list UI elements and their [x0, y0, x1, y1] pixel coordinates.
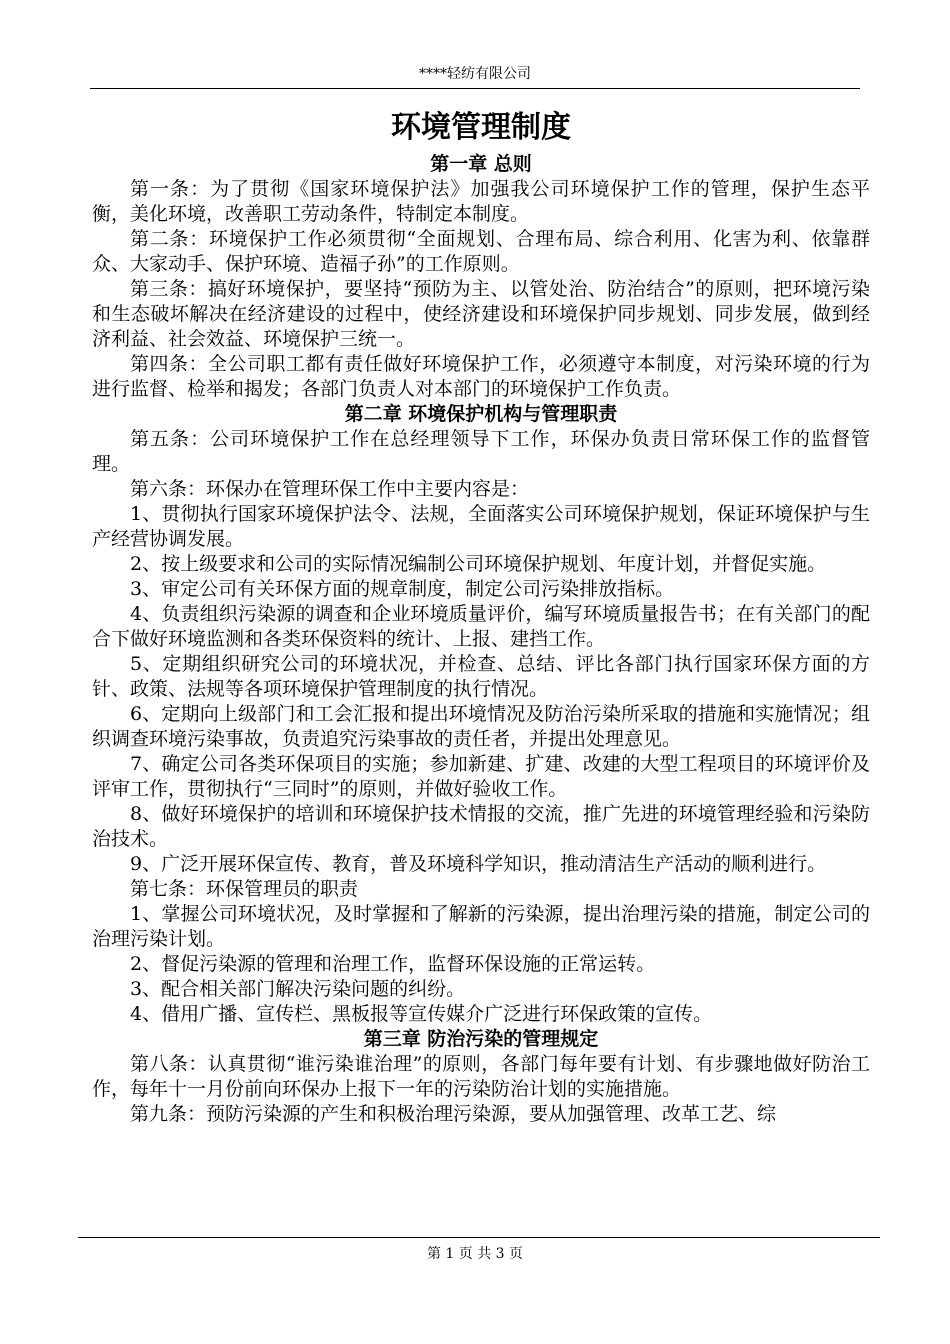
paragraph: 9、广泛开展环保宣传、教育，普及环境科学知识，推动清洁生产活动的顺利进行。 — [130, 853, 827, 875]
paragraph: 7、确定公司各类环保项目的实施；参加新建、扩建、改建的大型工程项目的环境评价及评审工作，贯彻执行“三同时”的原则，并做好验收工作。 — [92, 753, 870, 800]
chapter-heading: 第二章 环境保护机构与管理职责 — [344, 403, 618, 425]
footer-divider — [78, 1237, 880, 1238]
paragraph: 5、定期组织研究公司的环境状况，并检查、总结、评比各部门执行国家环保方面的方针、政策、法规等各项环境保护管理制度的执行情况。 — [92, 653, 870, 700]
chapter-heading: 第三章 防治污染的管理规定 — [363, 1028, 599, 1050]
page-header: ****轻纺有限公司 — [419, 66, 531, 82]
paragraph: 第三条：搞好环境保护，要坚持“预防为主、以管处治、防治结合”的原则，把环境污染和生态破坏解决在经济建设的过程中，使经济建设和环境保护同步规划、同步发展，做到经济利益、社会效益、环境保护三统一。 — [92, 278, 870, 350]
paragraph: 6、定期向上级部门和工会汇报和提出环境情况及防治污染所采取的措施和实施情况；组织调查环境污染事故，负责追究污染事故的责任者，并提出处理意见。 — [92, 703, 870, 750]
paragraph: 第九条：预防污染源的产生和积极治理污染源，要从加强管理、改革工艺、综 — [130, 1103, 777, 1125]
paragraph: 3、配合相关部门解决污染问题的纠纷。 — [130, 978, 466, 1000]
section-chapter-2 — [92, 402, 870, 1027]
chapter-heading: 第一章 总则 — [430, 153, 532, 175]
document-title: 环境管理制度 — [391, 110, 571, 145]
paragraph: 4、借用广播、宣传栏、黑板报等宣传媒介广泛进行环保政策的宣传。 — [130, 1003, 713, 1025]
paragraph: 2、按上级要求和公司的实际情况编制公司环境保护规划、年度计划，并督促实施。 — [130, 553, 827, 575]
document-body — [92, 104, 870, 1127]
paragraph: 第五条：公司环境保护工作在总经理领导下工作，环保办负责日常环保工作的监督管理。 — [92, 428, 870, 475]
paragraph: 第一条：为了贯彻《国家环境保护法》加强我公司环境保护工作的管理，保护生态平衡，美化环境，改善职工劳动条件，特制定本制度。 — [92, 178, 870, 225]
page-number: 第 1 页 共 3 页 — [426, 1246, 524, 1262]
section-chapter-3 — [92, 1027, 870, 1127]
paragraph: 8、做好环境保护的培训和环境保护技术情报的交流，推广先进的环境管理经验和污染防治技术。 — [92, 803, 870, 850]
paragraph: 第四条：全公司职工都有责任做好环境保护工作，必须遵守本制度，对污染环境的行为进行监督、检举和揭发；各部门负责人对本部门的环境保护工作负责。 — [92, 353, 870, 400]
paragraph: 第二条：环境保护工作必须贯彻“全面规划、合理布局、综合利用、化害为利、依靠群众、大家动手、保护环境、造福子孙”的工作原则。 — [92, 228, 870, 275]
paragraph: 1、贯彻执行国家环境保护法令、法规，全面落实公司环境保护规划，保证环境保护与生产经营协调发展。 — [92, 503, 870, 550]
paragraph: 2、督促污染源的管理和治理工作，监督环保设施的正常运转。 — [130, 953, 656, 975]
paragraph: 4、负责组织污染源的调查和企业环境质量评价，编写环境质量报告书；在有关部门的配合下做好环境监测和各类环保资料的统计、上报、建挡工作。 — [92, 603, 870, 650]
paragraph: 1、掌握公司环境状况，及时掌握和了解新的污染源，提出治理污染的措施，制定公司的治理污染计划。 — [92, 903, 870, 950]
paragraph: 第七条：环保管理员的职责 — [130, 878, 359, 900]
paragraph: 第六条：环保办在管理环保工作中主要内容是： — [130, 478, 530, 500]
paragraph: 第八条：认真贯彻“谁污染谁治理”的原则，各部门每年要有计划、有步骤地做好防治工作，每年十一月份前向环保办上报下一年的污染防治计划的实施措施。 — [92, 1053, 870, 1100]
header-divider — [90, 88, 860, 89]
section-chapter-1 — [92, 152, 870, 402]
paragraph: 3、审定公司有关环保方面的规章制度，制定公司污染排放指标。 — [130, 578, 675, 600]
